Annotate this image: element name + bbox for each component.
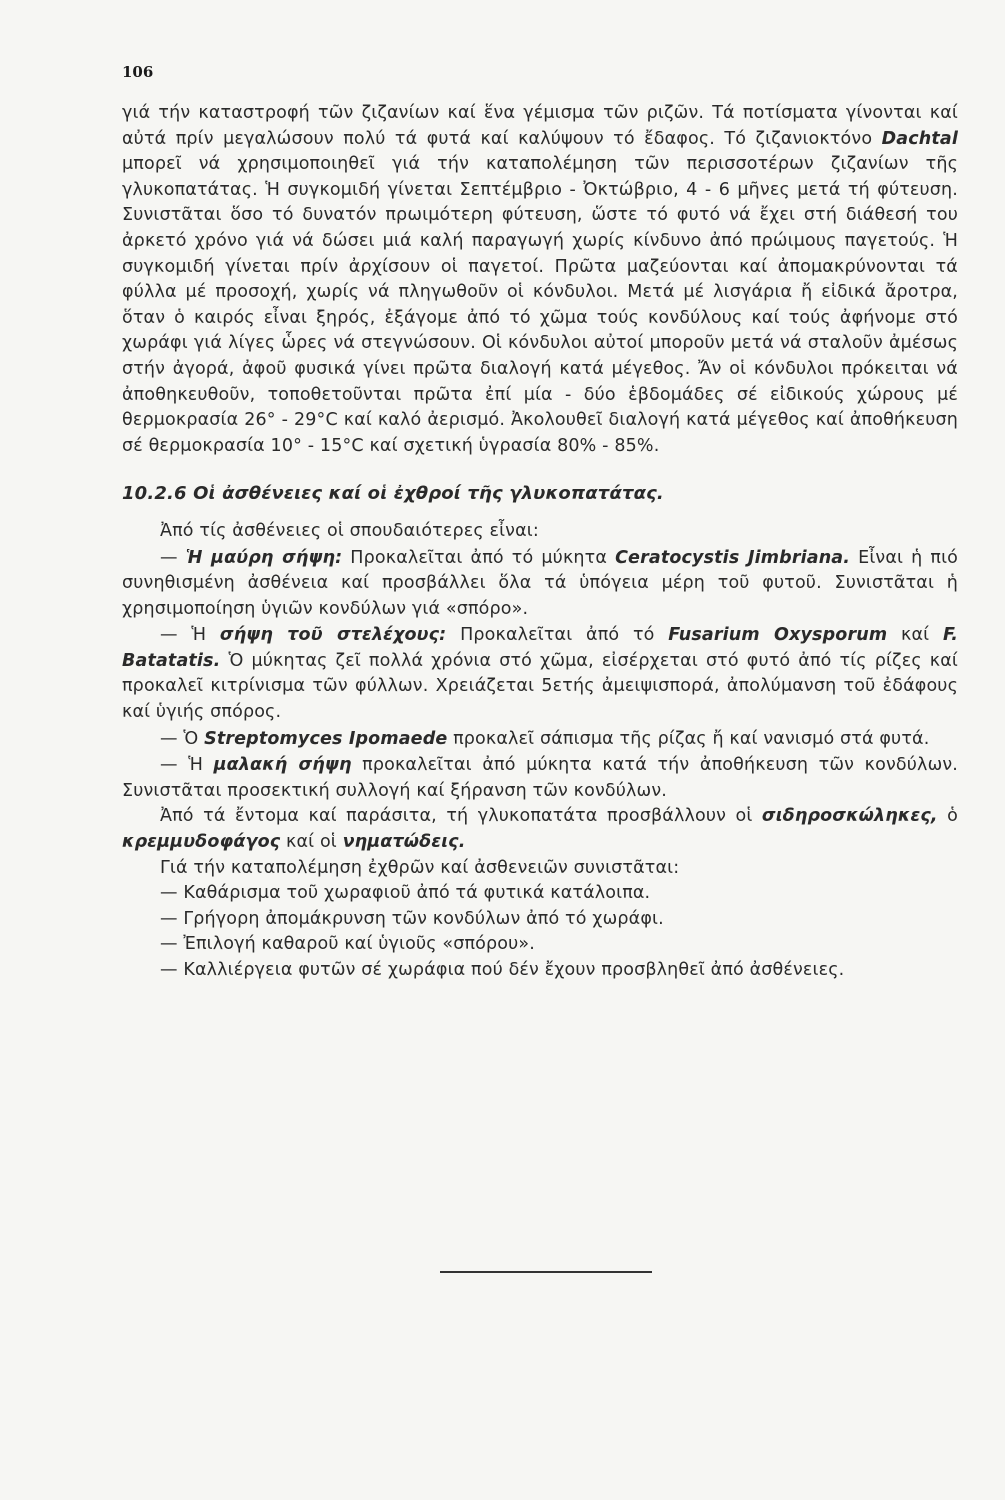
control-item: — Καλλιέργεια φυτῶν σέ χωράφια πού δέν ἔχουν προσβληθεῖ ἀπό ἀσθένειες.	[160, 960, 845, 980]
disease-name: μαλακή σήψη	[213, 755, 352, 776]
article: Ὁ	[183, 728, 205, 749]
herbicide-name: Dachtal	[881, 128, 958, 149]
fungus-name: F. Batatatis.	[122, 625, 959, 671]
article: Ἡ	[191, 625, 220, 646]
disease-text: προκαλεῖται ἀπό μύκητα κατά τήν ἀποθήκευση τῶν κονδύλων. Συνιστᾶται προσεκτική συλλογή καί ξήρανση τῶν κονδύλων.	[122, 755, 959, 801]
body-text	[122, 101, 958, 984]
disease-black-rot	[122, 546, 958, 623]
pests-text: Ἀπό τά ἔντομα καί παράσιτα, τή γλυκοπατάτα προσβάλλουν οἱ	[160, 806, 762, 827]
disease-text: Προκαλεῖται ἀπό τό μύκητα	[342, 547, 616, 568]
dash: —	[160, 755, 189, 776]
article: Ἡ	[188, 755, 214, 776]
pests-text: ὁ	[937, 806, 958, 827]
control-item: — Καθάρισμα τοῦ χωραφιοῦ ἀπό τά φυτικά κατάλοιπα.	[160, 883, 651, 904]
pests-text: καί οἱ	[280, 832, 343, 853]
control-item: — Ἐπιλογή καθαροῦ καί ὑγιοῦς «σπόρου».	[160, 934, 535, 955]
disease-streptomyces	[122, 727, 958, 753]
disease-text: Εἶναι ἡ πιό συνηθισμένη ἀσθένεια καί προσβάλλει ὅλα τά ὑπόγεια μέρη τοῦ φυτοῦ. Συνιστᾶται ἡ χρησιμοποίηση ὑγιῶν κονδύλων γιά «σπόρο».	[122, 547, 958, 619]
intro-paragraph	[122, 101, 958, 459]
diseases-intro: Ἀπό τίς ἀσθένειες οἱ σπουδαιότερες εἶναι:	[160, 520, 539, 541]
page-number: 106	[122, 63, 154, 81]
dash: —	[160, 625, 192, 646]
dash: —	[160, 547, 186, 568]
disease-name: σήψη τοῦ στελέχους:	[219, 625, 447, 646]
dash: —	[160, 728, 184, 749]
footer-rule	[440, 1271, 652, 1273]
fungus-name: Fusarium Oxysporum	[668, 625, 888, 646]
intro-text-2: μπορεῖ νά χρησιμοποιηθεῖ γιά τήν καταπολέμηση τῶν περισσοτέρων ζιζανίων τῆς γλυκοπατάτας. Ἡ συγκομιδή γίνεται Σεπτέμβριο - Ὀκτώβριο, 4 - 6 μῆνες μετά τή φύτευση. Συνιστᾶται ὅσο τό δυνατόν πρωιμότερη φύτευση, ὥστε τό φυτό νά ἔχει στή διάθεσή του ἀρκετό χρόνο γιά νά δώσει μιά καλή παραγωγή χωρίς κίνδυνο ἀπό πρώιμους παγετούς. Ἡ συγκομιδή γίνεται πρίν ἀρχίσουν οἱ παγετοί. Πρῶτα μαζεύονται καί ἀπομακρύνονται τά φύλλα μέ προσοχή, χωρίς νά πληγωθοῦν οἱ κόνδυλοι. Μετά μέ λισγάρια ἤ εἰδικά ἄροτρα, ὅταν ὁ καιρός εἶναι ξηρός, ἐξάγομε ἀπό τό χῶμα τούς κονδύλους καί τούς ἀφήνομε στό χωράφι γιά λίγες ὧρες νά στεγνώσουν. Οἱ κόνδυλοι αὐτοί μποροῦν μετά νά σταλοῦν ἀμέσως στήν ἀγορά, ἀφοῦ φυσικά γίνει πρῶτα διαλογή κατά μέγεθος. Ἄν οἱ κόνδυλοι πρόκειται νά ἀποθηκευθοῦν, τοποθετοῦνται πρῶτα ἐπί μία - δύο ἑβδομάδες σέ εἰδικούς χώρους μέ θερμοκρασία 26° - 29°C καί καλό ἀερισμό. Ἀκολουθεῖ διαλογή κατά μέγεθος καί ἀποθήκευση σέ θερμοκρασία 10° - 15°C καί σχετική ὑγρασία 80% - 85%.	[122, 154, 958, 456]
disease-name: Ἡ μαύρη σήψη:	[185, 547, 343, 568]
disease-text: καί	[887, 625, 943, 646]
disease-stem-rot	[122, 623, 958, 725]
disease-text: Ὁ μύκητας ζεῖ πολλά χρόνια στό χῶμα, εἰσέρχεται στό φυτό ἀπό τίς ρίζες καί προκαλεῖ κιτρίνισμα τῶν φύλλων. Χρειάζεται 5ετής ἀμειψισπορά, ἀπολύμανση τοῦ ἐδάφους καί ὑγιής σπόρος.	[122, 650, 958, 723]
disease-text: προκαλεῖ σάπισμα τῆς ρίζας ἤ καί νανισμό στά φυτά.	[447, 728, 930, 749]
pest-name: νηματώδεις.	[342, 832, 466, 853]
section-heading: 10.2.6 Οἱ ἀσθένειες καί οἱ ἐχθροί τῆς γλυκοπατάτας.	[122, 483, 664, 505]
pest-name: κρεμμυδοφάγος	[122, 832, 281, 853]
pest-name: σιδηροσκώληκες,	[761, 806, 938, 827]
intro-text-1: γιά τήν καταστροφή τῶν ζιζανίων καί ἕνα γέμισμα τῶν ριζῶν. Τά ποτίσματα γίνονται καί αὐτά πρίν μεγαλώσουν πολύ τά φυτά καί καλύψουν τό ἔδαφος. Τό ζιζανιοκτόνο	[122, 103, 958, 149]
disease-text: Προκαλεῖται ἀπό τό	[446, 625, 669, 646]
control-intro: Γιά τήν καταπολέμηση ἐχθρῶν καί ἀσθενειῶν συνιστᾶται:	[160, 857, 680, 878]
control-item: — Γρήγορη ἀπομάκρυνση τῶν κονδύλων ἀπό τό χωράφι.	[160, 908, 664, 929]
fungus-name: Ceratocystis Jimbriana.	[615, 547, 851, 568]
disease-name: Streptomyces Ipomaede	[204, 728, 448, 749]
pests-paragraph	[122, 804, 958, 855]
disease-soft-rot	[122, 753, 958, 804]
